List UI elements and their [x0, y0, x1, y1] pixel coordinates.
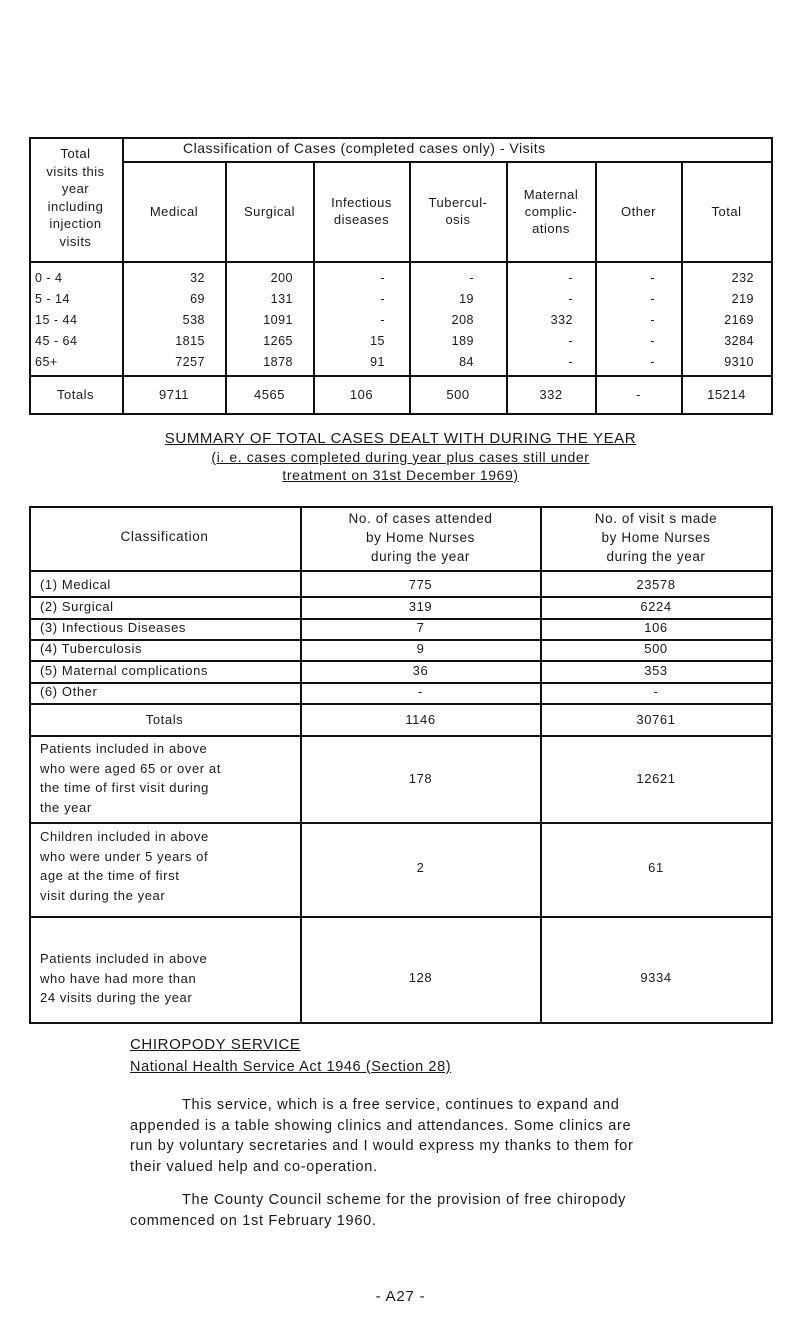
- table1-cell: -: [650, 313, 655, 327]
- table1-cell: -: [650, 292, 655, 306]
- table1-cell: 9310: [724, 355, 754, 369]
- table1-cell: 208: [451, 313, 474, 327]
- table1-cell: 232: [731, 271, 754, 285]
- table1-cell: 332: [550, 313, 573, 327]
- extra-row-over-24-label: Patients included in above who have had more than 24 visits during the year: [40, 951, 208, 1005]
- table1-cell: 189: [451, 334, 474, 348]
- visits-by-age-table: [29, 137, 773, 415]
- totals-cell: 106: [349, 387, 374, 402]
- table1-cell: -: [568, 355, 573, 369]
- cases-attended-header: No. of cases attended by Home Nurses during the year: [348, 511, 493, 564]
- totals-cell: 332: [539, 387, 563, 402]
- classification-row-cases: -: [418, 684, 423, 699]
- visits-made-header: No. of visit s made by Home Nurses during the year: [594, 511, 718, 564]
- classification-group-header: Classification of Cases (completed cases only) - Visits: [183, 140, 546, 156]
- extra-row-over-24-cases: 128: [408, 970, 433, 985]
- summary-subtitle-line2: treatment on 31st December 1969): [282, 467, 519, 483]
- totals-cell: 500: [446, 387, 470, 402]
- table1-cell: -: [650, 271, 655, 285]
- page-number: - A27 -: [375, 1288, 426, 1305]
- table1-cell: 538: [182, 313, 205, 327]
- table1-cell: 19: [459, 292, 474, 306]
- extra-row-aged-65-visits: 12621: [636, 771, 676, 786]
- table1-cell: 1815: [175, 334, 205, 348]
- age-group-label: 15 - 44: [35, 313, 78, 327]
- total-visits-header: Total visits this year including injection visits: [46, 146, 105, 249]
- chiropody-paragraph-1: This service, which is a free service, continues to expand and appended is a table showing clinics and attendances. Some clinics are run by voluntary secretaries and I would express my thanks to them for their valued help and co-operation.: [130, 1097, 634, 1175]
- classification-row-label: (3) Infectious Diseases: [40, 620, 187, 635]
- table1-cell: 219: [731, 292, 754, 306]
- totals-cases: 1146: [405, 712, 436, 727]
- col-header-medical: Medical: [149, 204, 199, 219]
- table1-cell: 7257: [175, 355, 205, 369]
- col-header-total: Total: [711, 204, 742, 219]
- classification-row-cases: 775: [408, 577, 433, 592]
- table1-cell: -: [380, 313, 385, 327]
- table1-cell: 1265: [263, 334, 293, 348]
- table1-cell: -: [469, 271, 474, 285]
- table1-cell: -: [568, 334, 573, 348]
- table1-cell: 15: [370, 334, 385, 348]
- age-group-label: 0 - 4: [35, 271, 63, 285]
- table1-cell: -: [380, 271, 385, 285]
- chiropody-act: National Health Service Act 1946 (Section 28): [130, 1059, 452, 1075]
- classification-row-cases: 36: [412, 663, 429, 678]
- table1-cell: 69: [190, 292, 205, 306]
- classification-row-visits: 106: [644, 620, 668, 635]
- extra-row-aged-65-cases: 178: [408, 771, 433, 786]
- extra-row-aged-65-label: Patients included in above who were aged 65 or over at the time of first visit during the year: [40, 741, 221, 815]
- classification-row-cases: 9: [416, 641, 425, 656]
- summary-table: [29, 506, 773, 1024]
- extra-row-under-5-label: Children included in above who were under 5 years of age at the time of first visit during the year: [40, 829, 209, 903]
- classification-row-visits: -: [653, 684, 659, 699]
- classification-row-label: (5) Maternal complications: [40, 663, 209, 678]
- chiropody-paragraph-2: The County Council scheme for the provision of free chiropody commenced on 1st February 1960.: [130, 1192, 627, 1229]
- totals-cell: 15214: [707, 387, 746, 402]
- classification-row-label: (6) Other: [40, 684, 98, 699]
- extra-row-under-5-cases: 2: [416, 860, 425, 875]
- age-group-label: 5 - 14: [35, 292, 70, 306]
- classification-row-label: (4) Tuberculosis: [40, 641, 143, 656]
- extra-row-over-24-visits: 9334: [640, 970, 672, 985]
- col-header-other: Other: [620, 204, 656, 219]
- totals-label: Totals: [57, 387, 94, 402]
- totals-cell: -: [636, 387, 641, 402]
- age-group-label: 45 - 64: [35, 334, 78, 348]
- col-header-maternal: Maternal complic- ations: [523, 187, 579, 236]
- table1-cell: -: [650, 355, 655, 369]
- table1-cell: -: [568, 292, 573, 306]
- summary-subtitle-line1: (i. e. cases completed during year plus cases still under: [211, 449, 590, 465]
- table1-cell: 131: [270, 292, 293, 306]
- table1-cell: 3284: [724, 334, 754, 348]
- classification-row-cases: 7: [416, 620, 425, 635]
- totals-label: Totals: [145, 712, 184, 727]
- table1-cell: 2169: [724, 313, 754, 327]
- table1-cell: 1878: [263, 355, 293, 369]
- table1-cell: 32: [190, 271, 205, 285]
- classification-row-visits: 6224: [640, 599, 672, 614]
- table1-cell: 200: [270, 271, 293, 285]
- classification-row-visits: 23578: [636, 577, 676, 592]
- classification-header: Classification: [120, 529, 209, 544]
- table1-cell: -: [568, 271, 573, 285]
- totals-visits: 30761: [636, 712, 676, 727]
- classification-row-visits: 353: [644, 663, 668, 678]
- totals-cell: 4565: [254, 387, 285, 402]
- table1-cell: 91: [370, 355, 385, 369]
- chiropody-heading: CHIROPODY SERVICE: [130, 1036, 301, 1053]
- summary-title: SUMMARY OF TOTAL CASES DEALT WITH DURING THE YEAR: [164, 430, 637, 447]
- col-header-infectious: Infectious diseases: [331, 195, 392, 227]
- table1-cell: -: [650, 334, 655, 348]
- classification-row-cases: 319: [408, 599, 433, 614]
- table1-cell: 1091: [263, 313, 293, 327]
- classification-row-visits: 500: [644, 641, 668, 656]
- col-header-surgical: Surgical: [244, 204, 295, 219]
- col-header-tuberculosis: Tubercul- osis: [428, 195, 488, 227]
- classification-row-label: (2) Surgical: [40, 599, 114, 614]
- totals-cell: 9711: [159, 387, 189, 402]
- extra-row-under-5-visits: 61: [648, 860, 664, 875]
- age-group-label: 65+: [35, 355, 58, 369]
- classification-row-label: (1) Medical: [40, 577, 111, 592]
- table1-cell: -: [380, 292, 385, 306]
- table1-cell: 84: [459, 355, 474, 369]
